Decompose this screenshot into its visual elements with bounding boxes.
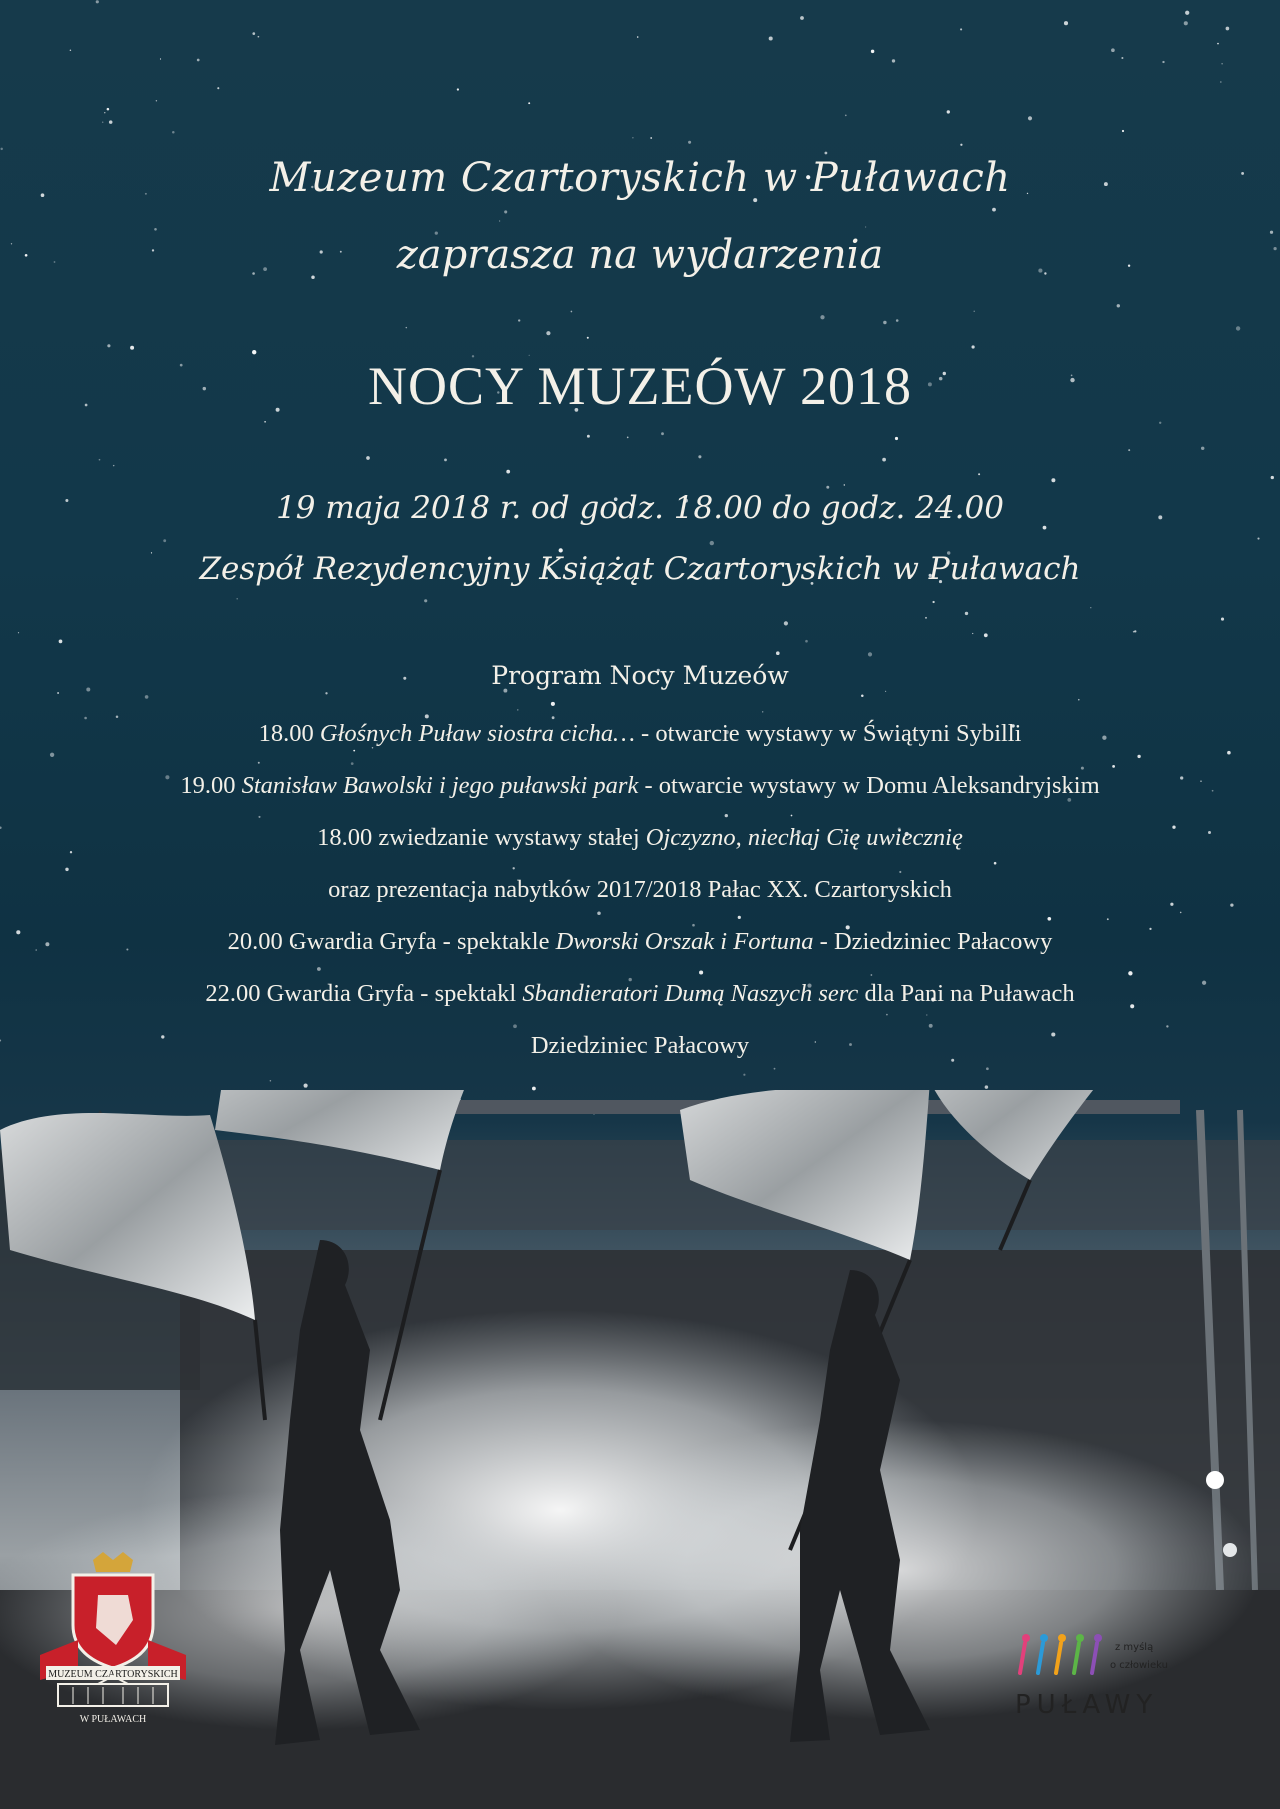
- star: [57, 692, 59, 694]
- star: [871, 974, 873, 976]
- star: [424, 599, 427, 602]
- museum-logo-line-2: W PUŁAWACH: [79, 1714, 147, 1725]
- pulawy-tagline-1: z myślą: [1115, 1642, 1154, 1653]
- intro-line-invite: zaprasza na wydarzenia: [396, 232, 884, 278]
- star: [725, 814, 728, 817]
- star: [769, 36, 773, 40]
- star: [130, 346, 134, 350]
- star: [861, 695, 864, 698]
- program-item-time: 20.00: [227, 928, 289, 955]
- star: [825, 152, 828, 155]
- star: [1180, 912, 1182, 914]
- star: [1201, 447, 1204, 450]
- star: [156, 100, 157, 101]
- people-figures-icon: [1020, 1634, 1102, 1673]
- pulawy-city-logo: [1005, 1628, 1195, 1728]
- pulawy-name: PUŁAWY: [1015, 1690, 1159, 1720]
- star: [84, 717, 87, 720]
- star: [868, 652, 872, 656]
- star: [974, 311, 975, 312]
- star: [457, 88, 459, 90]
- star: [18, 632, 19, 633]
- star: [632, 137, 633, 138]
- star: [504, 210, 507, 213]
- star: [518, 319, 520, 321]
- program-item-title: Głośnych Puław siostra cicha…: [319, 720, 635, 747]
- star: [236, 598, 238, 600]
- star: [113, 465, 114, 466]
- star: [1217, 43, 1219, 45]
- program-item-title: Ojczyzno, niechaj Cię uwiecznię: [645, 824, 963, 851]
- star: [528, 102, 530, 104]
- star: [587, 435, 590, 438]
- star: [972, 345, 975, 348]
- star: [926, 1014, 927, 1015]
- star: [994, 862, 997, 865]
- program-item-time: 18.00: [317, 824, 379, 851]
- star: [1043, 526, 1047, 530]
- star: [154, 228, 157, 231]
- star: [50, 753, 54, 757]
- star: [692, 924, 695, 927]
- star: [661, 432, 664, 435]
- program-item: [0, 720, 1280, 748]
- star: [351, 762, 354, 765]
- star: [637, 36, 639, 38]
- star: [0, 148, 2, 150]
- star: [774, 1068, 776, 1070]
- program-item-text: zwiedzanie wystawy stałej: [378, 824, 646, 851]
- program-item-time: 22.00: [205, 980, 267, 1007]
- star: [1257, 538, 1259, 540]
- program-item-text: Gwardia Gryfa - spektakl: [266, 980, 523, 1007]
- star: [1128, 971, 1132, 975]
- star: [899, 871, 901, 873]
- star: [762, 711, 763, 712]
- star: [1107, 918, 1109, 920]
- star: [1121, 57, 1123, 59]
- star: [1166, 1025, 1168, 1027]
- star: [1064, 21, 1068, 25]
- star: [805, 640, 808, 643]
- star: [1028, 116, 1032, 120]
- star: [506, 470, 510, 474]
- star: [513, 1024, 517, 1028]
- star: [1047, 917, 1051, 921]
- star: [1184, 21, 1188, 25]
- star: [986, 1067, 989, 1070]
- star: [70, 49, 72, 51]
- star: [947, 110, 950, 113]
- star: [1078, 699, 1080, 701]
- museum-logo: [38, 1550, 188, 1730]
- event-venue: Zespół Rezydencyjny Książąt Czartoryskich w Puławach: [199, 551, 1081, 587]
- star: [965, 612, 968, 615]
- program-item-location: - Dziedziniec Pałacowy: [813, 928, 1053, 955]
- event-title: NOCY MUZEÓW 2018: [368, 356, 912, 416]
- star: [985, 1085, 988, 1088]
- star: [1227, 751, 1231, 755]
- star: [992, 208, 996, 212]
- star: [59, 640, 63, 644]
- palace-icon: [58, 1684, 168, 1706]
- star: [800, 16, 804, 20]
- star: [217, 87, 219, 89]
- star: [929, 1024, 933, 1028]
- star: [882, 458, 886, 462]
- star: [252, 32, 255, 35]
- star: [264, 421, 266, 423]
- star: [551, 702, 555, 706]
- star: [1111, 48, 1115, 52]
- star: [960, 144, 962, 146]
- star: [116, 715, 119, 718]
- star: [107, 344, 110, 347]
- event-date: 19 maja 2018 r. od godz. 18.00 do godz. 24.00: [276, 490, 1004, 526]
- star: [99, 459, 101, 461]
- intro-line-museum: Muzeum Czartoryskich w Puławach: [269, 155, 1011, 201]
- star: [826, 486, 829, 489]
- star: [1271, 476, 1274, 479]
- star: [1051, 478, 1055, 482]
- star: [317, 967, 321, 971]
- star: [160, 58, 161, 59]
- program-item: [0, 772, 1280, 800]
- star: [546, 331, 550, 335]
- star: [1221, 63, 1222, 64]
- star: [499, 220, 500, 221]
- star: [145, 695, 149, 699]
- star: [102, 122, 103, 123]
- star: [258, 816, 260, 818]
- star: [865, 226, 866, 227]
- star: [513, 867, 515, 869]
- program-item-location: - otwarcie wystawy w Domu Aleksandryjskim: [638, 772, 1100, 799]
- star: [886, 1014, 888, 1016]
- program-item: [0, 980, 1280, 1008]
- star: [1162, 61, 1164, 63]
- star: [304, 1084, 308, 1088]
- star: [587, 337, 589, 339]
- star: [325, 692, 327, 694]
- program-item: [0, 876, 1280, 904]
- program-item-time: 18.00: [258, 720, 320, 747]
- program-item-location: dla Pani na Puławach: [858, 980, 1075, 1007]
- star: [353, 750, 355, 752]
- star: [627, 437, 629, 439]
- program-item-text: oraz prezentacja nabytków 2017/2018 Pałac XX. Czartoryskich: [328, 876, 952, 903]
- star: [791, 815, 793, 817]
- star: [925, 617, 927, 619]
- star: [984, 633, 988, 637]
- star: [197, 59, 200, 62]
- star: [1090, 607, 1091, 608]
- star: [444, 459, 447, 462]
- star: [892, 59, 895, 62]
- star: [699, 970, 703, 974]
- star: [820, 315, 824, 319]
- star: [163, 539, 166, 542]
- star: [1128, 449, 1130, 451]
- star: [1159, 422, 1161, 424]
- star: [109, 120, 113, 124]
- star: [698, 455, 701, 458]
- program-item-title: Sbandieratori Dumą Naszych serc: [522, 980, 859, 1007]
- program-item-title: Stanisław Bawolski i jego puławski park: [241, 772, 639, 799]
- star: [1221, 618, 1224, 621]
- crown-icon: [93, 1552, 133, 1572]
- star: [1226, 27, 1230, 31]
- program-item-title: Dworski Orszak i Fortuna: [555, 928, 814, 955]
- star: [883, 321, 886, 324]
- star: [972, 633, 973, 634]
- star: [552, 716, 555, 719]
- program-item: [0, 928, 1280, 956]
- star: [710, 541, 714, 545]
- star: [366, 456, 370, 460]
- program-item-location: - otwarcie wystawy w Świątyni Sybilli: [634, 720, 1022, 747]
- pulawy-tagline-2: o człowieku: [1110, 1660, 1168, 1671]
- star: [776, 651, 780, 655]
- star: [650, 137, 652, 139]
- star: [1117, 304, 1120, 307]
- star: [978, 473, 980, 475]
- star: [96, 0, 99, 3]
- program-item-text: Gwardia Gryfa - spektakle: [288, 928, 556, 955]
- program-item: [0, 824, 1280, 852]
- star: [1112, 765, 1115, 768]
- star: [1236, 326, 1240, 330]
- star: [517, 709, 518, 710]
- star: [895, 437, 898, 440]
- star: [172, 131, 175, 134]
- museum-logo-line-1: MUZEUM CZARTORYSKICH: [48, 1669, 178, 1680]
- star: [597, 911, 601, 915]
- star: [65, 868, 68, 871]
- star: [1220, 81, 1222, 83]
- star: [871, 50, 874, 53]
- star: [845, 115, 847, 117]
- program-item-time: 19.00: [180, 772, 242, 799]
- star: [107, 108, 110, 111]
- star: [896, 319, 899, 322]
- program-heading: Program Nocy Muzeów: [491, 661, 789, 690]
- program-item-text: Dziedziniec Pałacowy: [530, 1032, 750, 1059]
- star: [406, 327, 407, 328]
- star: [960, 28, 962, 30]
- star: [844, 484, 845, 485]
- star: [1137, 755, 1140, 758]
- star: [784, 621, 788, 625]
- star: [252, 350, 256, 354]
- star: [743, 1074, 745, 1076]
- star: [1185, 11, 1189, 15]
- star: [425, 714, 429, 718]
- star: [270, 1080, 272, 1082]
- star: [258, 36, 260, 38]
- star: [1133, 631, 1135, 633]
- star: [258, 762, 260, 764]
- star: [571, 311, 573, 313]
- star: [885, 691, 886, 692]
- star: [688, 141, 691, 144]
- star: [1081, 767, 1084, 770]
- star: [932, 601, 934, 603]
- star: [738, 916, 741, 919]
- program-item: [0, 1032, 1280, 1060]
- star: [104, 112, 105, 113]
- star: [1122, 130, 1124, 132]
